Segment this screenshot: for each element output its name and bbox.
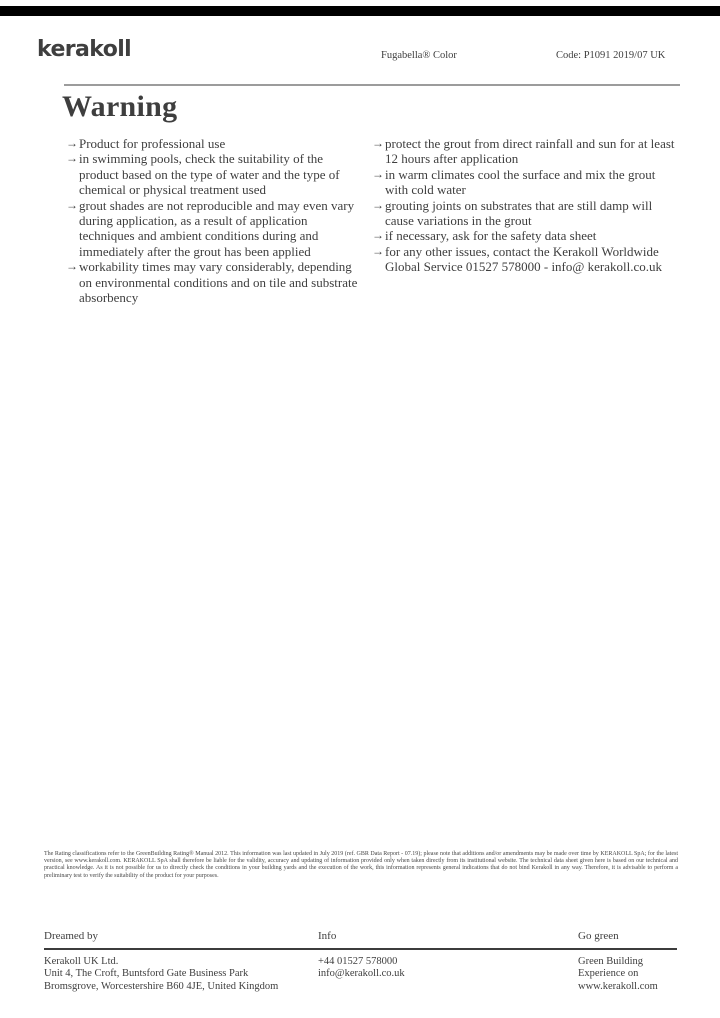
document-code: Code: P1091 2019/07 UK <box>556 50 666 61</box>
page-title: Warning <box>62 90 178 123</box>
footer-email: info@kerakoll.co.uk <box>318 968 405 980</box>
warning-text: grout shades are not reproducible and may even vary during application, as a result of application techniques and ambient conditions during and immediately after the grout has been applied <box>79 197 355 259</box>
footer-address-line: Bromsgrove, Worcestershire B60 4JE, United Kingdom <box>44 980 279 992</box>
warning-item <box>370 198 677 229</box>
footer-headings-row <box>44 930 677 943</box>
arrow-icon: → <box>372 197 384 212</box>
footer-heading-info: Info <box>318 930 337 942</box>
warning-text: for any other issues, contact the Kerakoll Worldwide Global Service 01527 578000 - info@ kerakoll.co.uk <box>385 243 662 275</box>
footer-company-name: Kerakoll UK Ltd. <box>44 956 119 967</box>
legal-disclaimer: The Rating classifications refer to the GreenBuilding Rating® Manual 2012. This information was last updated in July 2019 (ref. GBR Data Report - 07.19); please note that additions and/or amendments may be made over time by KERAKOLL SpA; for the latest version, see www.kerakoll.com. KERAKOLL SpA shall therefore be liable for the validity, accuracy and updating of information provided only when taken directly from its institutional website. The technical data sheet given here is based on our technical and practical knowledge. As it is not possible for us to directly check the conditions in your building yards and the execution of the work, this information represents general indications that do not bind Kerakoll in any way. Therefore, it is advisable to perform a preliminary test to verify the suitability of the product for your purposes. <box>44 851 678 879</box>
warning-text: if necessary, ask for the safety data sheet <box>385 228 597 244</box>
warning-item <box>370 244 677 275</box>
arrow-icon: → <box>66 259 78 274</box>
page-footer <box>44 930 677 993</box>
warning-item <box>64 198 360 260</box>
header-divider <box>64 84 680 86</box>
warning-column-left <box>64 136 360 305</box>
arrow-icon: → <box>372 228 384 243</box>
top-accent-bar <box>0 6 720 16</box>
warning-text: in warm climates cool the surface and mix the grout with cold water <box>385 166 656 198</box>
warning-column-right <box>370 136 677 305</box>
warning-item <box>64 259 360 305</box>
warning-item <box>370 136 677 167</box>
arrow-icon: → <box>66 151 78 166</box>
footer-green-line: Green Building <box>578 956 644 967</box>
footer-green-line: Experience on <box>578 968 639 980</box>
kerakoll-logo: kerakoll <box>37 37 132 62</box>
footer-column-green <box>578 956 677 993</box>
arrow-icon: → <box>372 166 384 181</box>
warning-item <box>64 151 360 197</box>
footer-address-line: Unit 4, The Croft, Buntsford Gate Business Park <box>44 968 249 980</box>
arrow-icon: → <box>66 136 78 150</box>
warning-text: grouting joints on substrates that are still damp will cause variations in the grout <box>385 197 653 229</box>
footer-divider <box>44 948 677 950</box>
warning-item <box>370 228 677 243</box>
warning-columns <box>64 136 681 305</box>
warning-text: protect the grout from direct rainfall and sun for at least 12 hours after application <box>385 136 675 167</box>
footer-website: www.kerakoll.com <box>578 980 658 992</box>
footer-column-contact <box>318 956 578 993</box>
footer-phone: +44 01527 578000 <box>318 956 398 967</box>
footer-body-row <box>44 956 677 993</box>
warning-item <box>370 167 677 198</box>
warning-text: Product for professional use <box>79 136 226 151</box>
footer-heading-dreamed-by: Dreamed by <box>44 930 99 942</box>
warning-item <box>64 136 360 151</box>
warning-text: workability times may vary considerably, depending on environmental conditions and on tile and substrate absorbency <box>79 259 358 306</box>
footer-column-address <box>44 956 318 993</box>
warning-text: in swimming pools, check the suitability of the product based on the type of water and the type of chemical or physical treatment used <box>79 151 340 198</box>
product-name: Fugabella® Color <box>381 50 457 61</box>
arrow-icon: → <box>372 136 384 150</box>
arrow-icon: → <box>66 197 78 212</box>
arrow-icon: → <box>372 243 384 258</box>
footer-heading-go-green: Go green <box>578 930 619 942</box>
